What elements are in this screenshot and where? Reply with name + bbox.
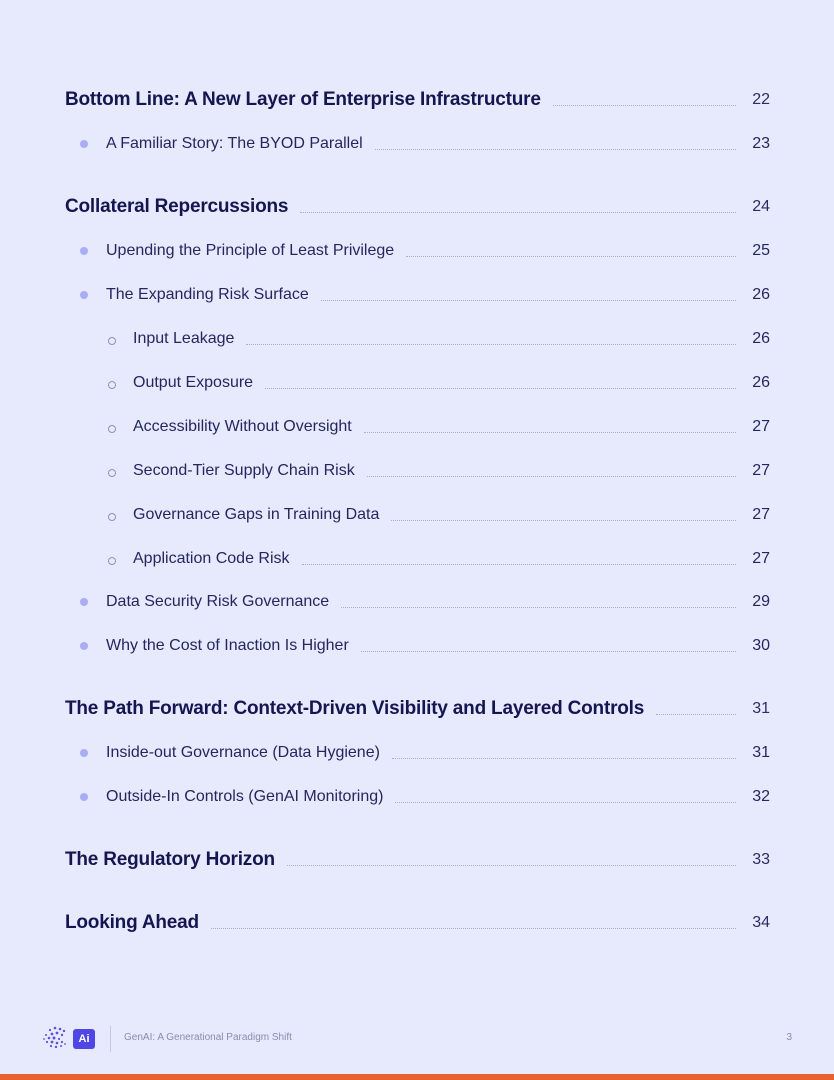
toc-entry-title: Inside-out Governance (Data Hygiene) (106, 744, 380, 761)
toc-entry-title: Input Leakage (133, 330, 235, 347)
dot-leader (656, 714, 736, 715)
bullet-icon (80, 793, 88, 801)
dot-leader (300, 212, 736, 213)
dot-leader (361, 651, 736, 652)
toc-entry[interactable] (80, 632, 770, 660)
toc-entry-page: 26 (752, 286, 770, 303)
toc-entry-page: 23 (752, 135, 770, 152)
toc-entry[interactable] (80, 783, 770, 811)
toc-entry[interactable] (108, 545, 770, 573)
toc-entry[interactable] (80, 588, 770, 616)
toc-entry-page: 33 (752, 851, 770, 868)
footer-document-title: GenAI: A Generational Paradigm Shift (124, 1032, 292, 1043)
bullet-icon (80, 598, 88, 606)
dot-leader (367, 476, 736, 477)
bullet-icon (80, 291, 88, 299)
toc-entry-page: 32 (752, 788, 770, 805)
toc-entry-page: 22 (752, 91, 770, 108)
bullet-icon (80, 140, 88, 148)
dot-leader (406, 256, 736, 257)
dot-leader (211, 928, 736, 929)
toc-entry-page: 26 (752, 330, 770, 347)
logo-badge: Ai (73, 1029, 95, 1049)
bullet-icon (80, 749, 88, 757)
dot-leader (553, 105, 736, 106)
dot-leader (246, 344, 736, 345)
toc-entry-title: The Expanding Risk Surface (106, 286, 309, 303)
toc-entry-page: 25 (752, 242, 770, 259)
toc-entry-page: 27 (752, 506, 770, 523)
page-footer (0, 1020, 834, 1060)
dot-leader (265, 388, 736, 389)
hollow-bullet-icon (108, 381, 116, 389)
toc-entry-title: Data Security Risk Governance (106, 593, 330, 610)
footer-page-number: 3 (786, 1032, 792, 1043)
toc-entry-title: Upending the Principle of Least Privilege (106, 242, 395, 259)
dot-leader (287, 865, 736, 866)
toc-entry[interactable] (108, 501, 770, 529)
dot-leader (395, 802, 736, 803)
dot-leader (302, 564, 736, 565)
toc-entry-title: Collateral Repercussions (65, 196, 289, 217)
toc-entry-title: The Path Forward: Context-Driven Visibility and Layered Controls (65, 698, 645, 719)
hollow-bullet-icon (108, 469, 116, 477)
toc-entry[interactable] (108, 457, 770, 485)
toc-entry-page: 24 (752, 198, 770, 215)
bottom-accent-bar (0, 1074, 834, 1080)
toc-entry-title: Governance Gaps in Training Data (133, 506, 380, 523)
toc-entry[interactable] (108, 325, 770, 353)
toc-entry-page: 34 (752, 914, 770, 931)
dot-leader (375, 149, 736, 150)
toc-entry[interactable] (80, 739, 770, 767)
toc-entry-title: Outside-In Controls (GenAI Monitoring) (106, 788, 384, 805)
toc-entry-title: Looking Ahead (65, 912, 199, 933)
toc-entry-page: 29 (752, 593, 770, 610)
toc-entry-title: Accessibility Without Oversight (133, 418, 352, 435)
toc-entry[interactable] (65, 909, 770, 937)
toc-entry[interactable] (80, 281, 770, 309)
toc-entry-title: The Regulatory Horizon (65, 849, 275, 870)
bullet-icon (80, 642, 88, 650)
toc-entry-title: A Familiar Story: The BYOD Parallel (106, 135, 363, 152)
toc-entry-title: Application Code Risk (133, 550, 290, 567)
toc-entry-title: Bottom Line: A New Layer of Enterprise Infrastructure (65, 89, 541, 110)
logo-dots-icon (42, 1026, 68, 1050)
dot-leader (341, 607, 736, 608)
toc-entry-title: Second-Tier Supply Chain Risk (133, 462, 355, 479)
hollow-bullet-icon (108, 513, 116, 521)
toc-entry-page: 31 (752, 744, 770, 761)
toc-entry-page: 27 (752, 418, 770, 435)
toc-entry-title: Why the Cost of Inaction Is Higher (106, 637, 349, 654)
hollow-bullet-icon (108, 425, 116, 433)
dot-leader (392, 758, 736, 759)
toc-entry-page: 27 (752, 550, 770, 567)
dot-leader (321, 300, 736, 301)
toc-entry[interactable] (80, 237, 770, 265)
hollow-bullet-icon (108, 557, 116, 565)
toc-entry[interactable] (65, 86, 770, 114)
dot-leader (391, 520, 736, 521)
bullet-icon (80, 247, 88, 255)
toc-entry-page: 26 (752, 374, 770, 391)
toc-entry[interactable] (65, 695, 770, 723)
toc-entry[interactable] (65, 846, 770, 874)
toc-entry[interactable] (108, 369, 770, 397)
toc-entry-page: 31 (752, 700, 770, 717)
toc-entry-page: 27 (752, 462, 770, 479)
toc-entry-title: Output Exposure (133, 374, 254, 391)
toc-entry-page: 30 (752, 637, 770, 654)
toc-entry[interactable] (80, 130, 770, 158)
dot-leader (364, 432, 736, 433)
toc-entry[interactable] (108, 413, 770, 441)
hollow-bullet-icon (108, 337, 116, 345)
toc-entry[interactable] (65, 193, 770, 221)
footer-divider (110, 1026, 111, 1052)
